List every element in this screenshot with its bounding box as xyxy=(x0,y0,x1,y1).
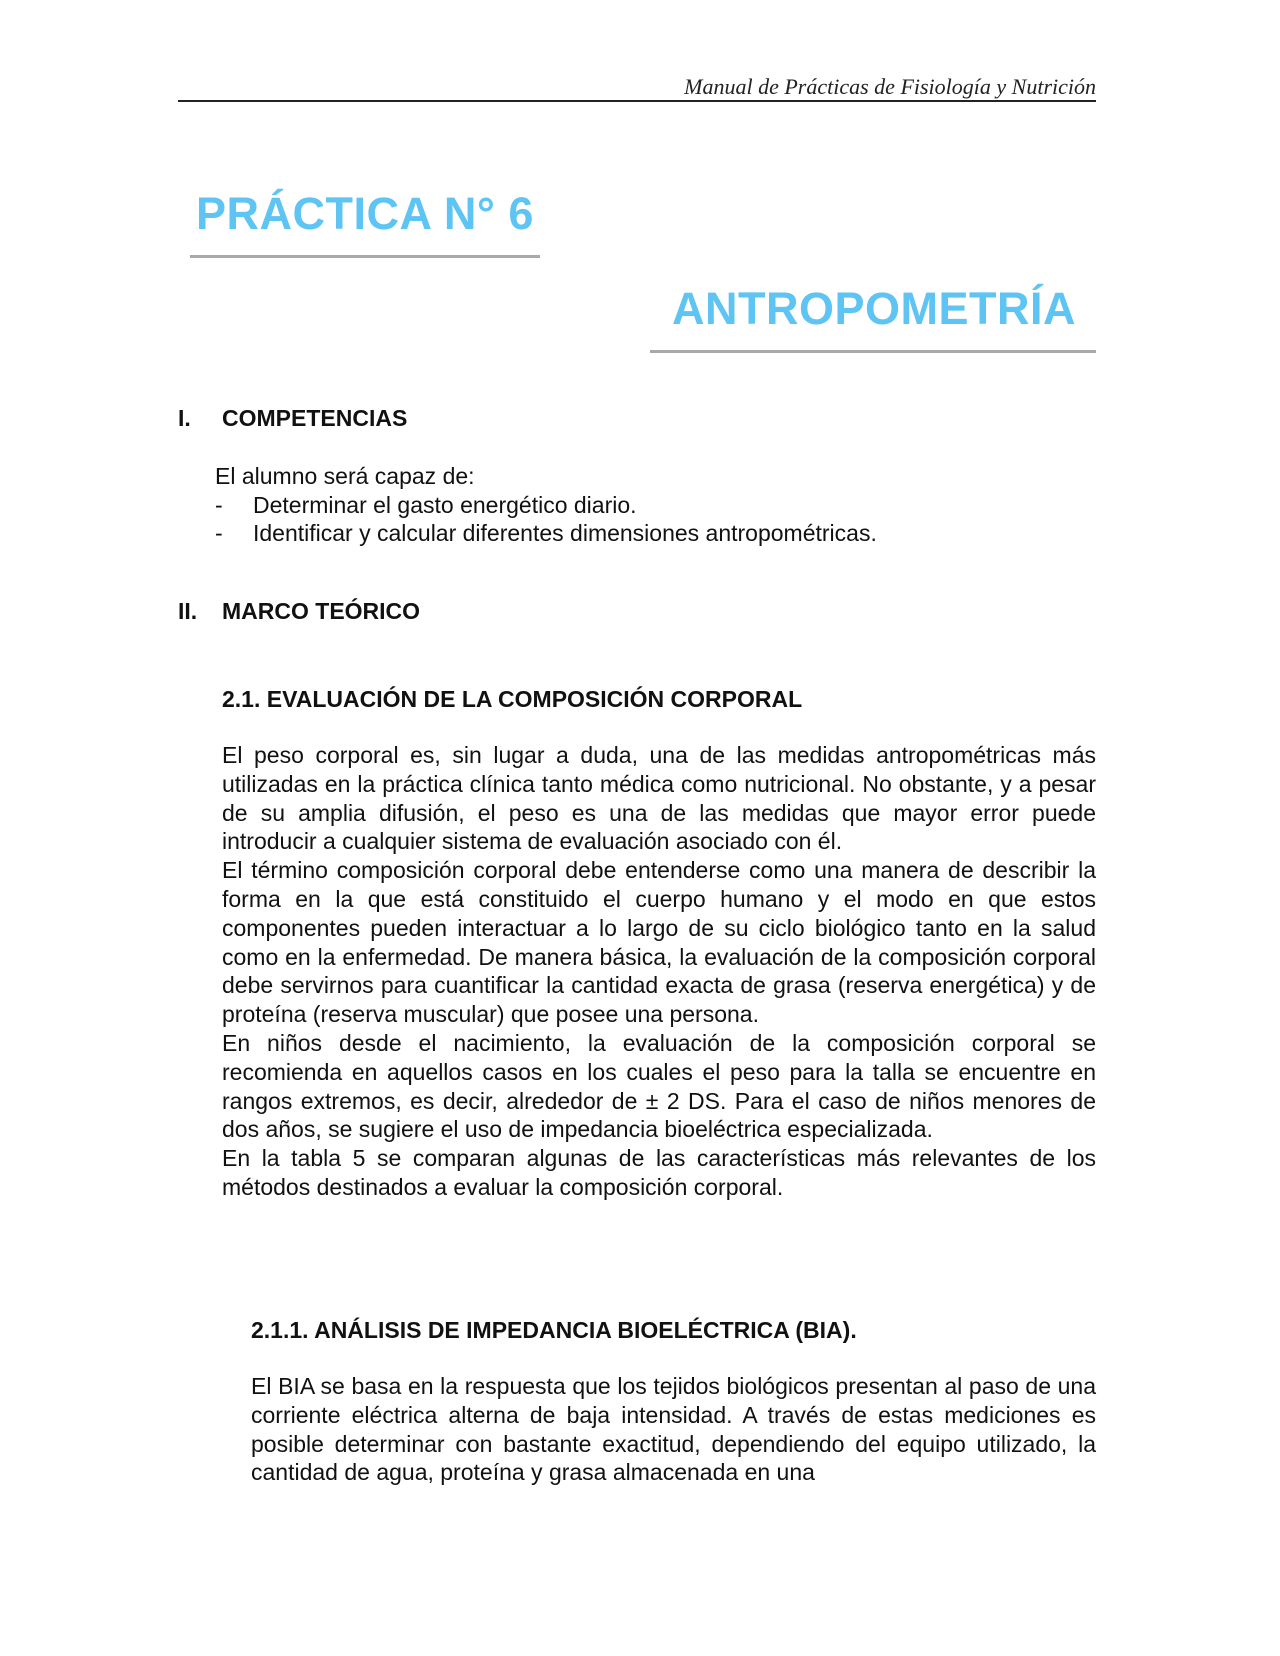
section-heading-marco xyxy=(178,598,420,625)
section-title: COMPETENCIAS xyxy=(222,405,408,431)
body-text xyxy=(222,741,1096,1202)
competencias-list xyxy=(215,491,877,547)
section-title: MARCO TEÓRICO xyxy=(222,598,421,624)
running-header xyxy=(178,74,1096,102)
section-number: I. xyxy=(178,405,191,431)
paragraph: En niños desde el nacimiento, la evaluación de la composición corporal se recomienda en aquellos casos en los cuales el peso para la talla se encuentre en rangos extremos, es decir, alrededor de ± 2 DS. Para el caso de niños menores de dos años, se sugiere el uso de impedancia bioeléctrica especializada. xyxy=(222,1029,1096,1143)
subsection-heading: 2.1. EVALUACIÓN DE LA COMPOSICIÓN CORPORAL xyxy=(222,686,803,712)
header-title: Manual de Prácticas de Fisiología y Nutrición xyxy=(684,74,1096,99)
list-item: - Identificar y calcular diferentes dimensiones antropométricas. xyxy=(215,519,877,547)
section-number: II. xyxy=(178,598,198,624)
bia-paragraph: El BIA se basa en la respuesta que los tejidos biológicos presentan al paso de una corriente eléctrica alterna de baja intensidad. A través de estas mediciones es posible determinar con bastante exactitud, dependiendo del equipo utilizado, la cantidad de agua, proteína y grasa almacenada en una xyxy=(251,1373,1096,1486)
topic-title: ANTROPOMETRÍA xyxy=(672,283,1076,334)
paragraph: El término composición corporal debe entenderse como una manera de describir la forma en la que está constituido el cuerpo humano y el modo en que estos componentes pueden interactuar a lo largo de su ciclo biológico tanto en la salud como en la enfermedad. De manera básica, la evaluación de la composición corporal debe servirnos para cuantificar la cantidad exacta de grasa (reserva energética) y de proteína (reserva muscular) que posee una persona. xyxy=(222,857,1096,1028)
topic-title-underline xyxy=(650,350,1096,353)
list-item: - Determinar el gasto energético diario. xyxy=(215,491,877,519)
subsubsection-heading: 2.1.1. ANÁLISIS DE IMPEDANCIA BIOELÉCTRICA (BIA). xyxy=(251,1317,857,1343)
paragraph: El peso corporal es, sin lugar a duda, una de las medidas antropométricas más utilizadas en la práctica clínica tanto médica como nutricional. No obstante, y a pesar de su amplia difusión, el peso es una de las medidas que mayor error puede introducir a cualquier sistema de evaluación asociado con él. xyxy=(222,742,1096,855)
practice-title: PRÁCTICA N° 6 xyxy=(196,188,534,239)
section-heading-competencias xyxy=(178,405,407,432)
competencias-intro: El alumno será capaz de: xyxy=(215,463,475,489)
practice-title-underline xyxy=(190,255,540,258)
paragraph: En la tabla 5 se comparan algunas de las características más relevantes de los métodos destinados a evaluar la composición corporal. xyxy=(222,1145,1096,1200)
